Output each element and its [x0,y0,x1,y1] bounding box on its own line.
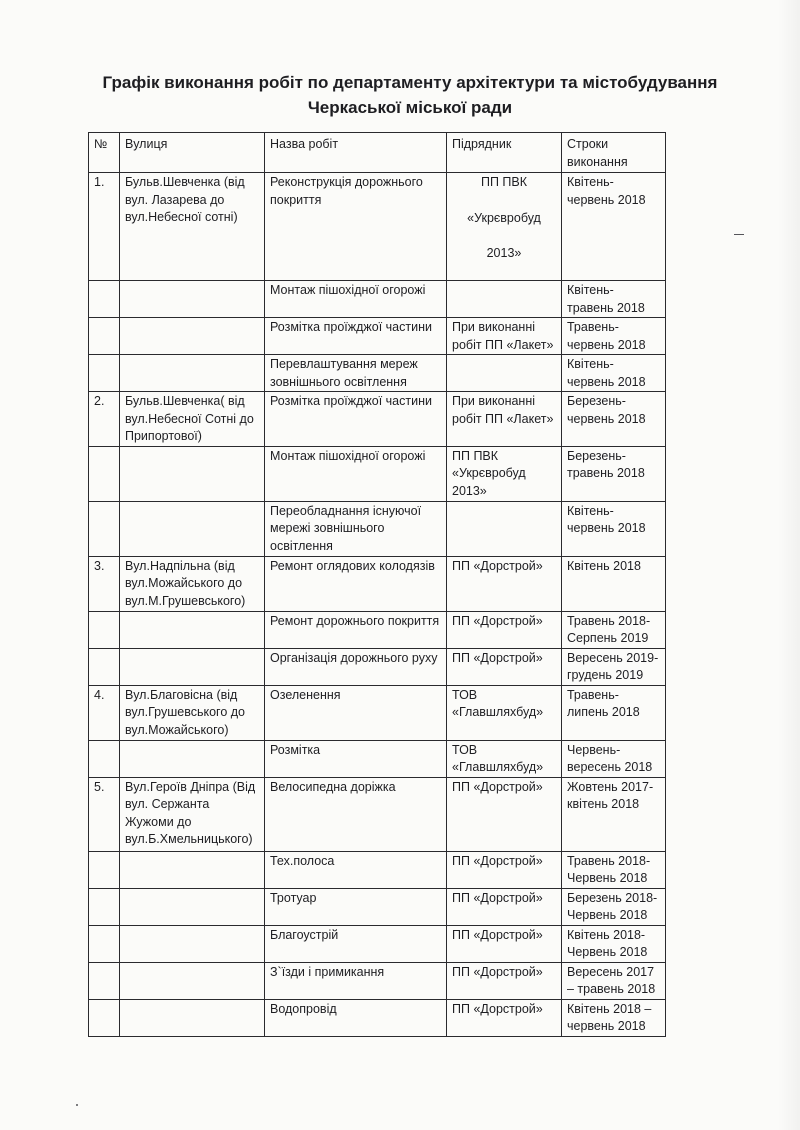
cell-num [89,501,120,556]
cell-street: Бульв.Шевченка( від вул.Небесної Сотні до Припортової) [120,392,265,447]
cell-street [120,446,265,501]
works-schedule-table [88,132,666,1037]
cell-street [120,888,265,925]
table-row [89,925,666,962]
cell-num: 1. [89,173,120,281]
cell-work: Реконструкція дорожнього покриття [265,173,447,281]
table-header-row [89,133,666,173]
table-row [89,685,666,740]
cell-work: Благоустрій [265,925,447,962]
cell-contractor: ПП «Дорстрой» [447,648,562,685]
table-row [89,173,666,281]
cell-term: Березень 2018-Червень 2018 [562,888,666,925]
cell-work: Ремонт дорожнього покриття [265,611,447,648]
table-row [89,611,666,648]
cell-street [120,925,265,962]
cell-work: Тех.полоса [265,851,447,888]
cell-term: Квітень 2018 [562,556,666,611]
cell-street: Вул.Благовісна (від вул.Грушевського до вул.Можайського) [120,685,265,740]
cell-term: Квітень-червень 2018 [562,173,666,281]
cell-work: Розмітка [265,740,447,777]
header-contractor: Підрядник [447,133,562,173]
table-row [89,740,666,777]
cell-num [89,999,120,1036]
cell-street [120,355,265,392]
cell-street [120,648,265,685]
cell-term: Квітень-травень 2018 [562,281,666,318]
table-row [89,501,666,556]
header-work: Назва робіт [265,133,447,173]
cell-num [89,888,120,925]
cell-term: Квітень-червень 2018 [562,355,666,392]
cell-num [89,648,120,685]
cell-contractor: ПП «Дорстрой» [447,851,562,888]
cell-term: Квітень 2018-Червень 2018 [562,925,666,962]
cell-contractor: ПП «Дорстрой» [447,556,562,611]
cell-num [89,281,120,318]
cell-contractor [447,173,562,281]
cell-term: Травень 2018-Червень 2018 [562,851,666,888]
table-row [89,851,666,888]
cell-work: Перевлаштування мереж зовнішнього освітлення [265,355,447,392]
cell-street [120,501,265,556]
cell-work: Тротуар [265,888,447,925]
cell-work: Організація дорожнього руху [265,648,447,685]
cell-term: Червень-вересень 2018 [562,740,666,777]
header-num: № [89,133,120,173]
cell-num [89,355,120,392]
table-row [89,318,666,355]
cell-term: Квітень-червень 2018 [562,501,666,556]
cell-num: 2. [89,392,120,447]
table-row [89,888,666,925]
table-row [89,446,666,501]
cell-street: Вул.Героїв Дніпра (Від вул. Сержанта Жужоми до вул.Б.Хмельницького) [120,777,265,851]
cell-street [120,281,265,318]
cell-contractor: ПП «Дорстрой» [447,962,562,999]
cell-term: Березень-травень 2018 [562,446,666,501]
cell-num: 4. [89,685,120,740]
cell-street [120,999,265,1036]
cell-term: Травень 2018-Серпень 2019 [562,611,666,648]
cell-work: Озеленення [265,685,447,740]
document-subtitle: Черкаської міської ради [307,98,513,117]
cell-term: Вересень 2017 – травень 2018 [562,962,666,999]
cell-street: Вул.Надпільна (від вул.Можайського до вул.М.Грушевського) [120,556,265,611]
table-row [89,281,666,318]
table-row [89,392,666,447]
cell-contractor: ПП ПВК «Укрєвробуд 2013» [447,446,562,501]
cell-term: Вересень 2019-грудень 2019 [562,648,666,685]
cell-num: 3. [89,556,120,611]
cell-street [120,611,265,648]
cell-street: Бульв.Шевченка (від вул. Лазарева до вул.Небесної сотні) [120,173,265,281]
cell-street [120,962,265,999]
cell-work: Переобладнання існуючої мережі зовнішнього освітлення [265,501,447,556]
cell-term: Травень-липень 2018 [562,685,666,740]
cell-contractor: ПП «Дорстрой» [447,999,562,1036]
scan-speck [734,234,744,235]
cell-work: Монтаж пішохідної огорожі [265,281,447,318]
cell-contractor: При виконанні робіт ПП «Лакет» [447,318,562,355]
cell-work: Велосипедна доріжка [265,777,447,851]
table-row [89,648,666,685]
table-row [89,777,666,851]
cell-num [89,962,120,999]
cell-contractor: ПП «Дорстрой» [447,777,562,851]
document-title: Графік виконання робіт по департаменту архітектури та містобудування [102,73,718,92]
header-street: Вулиця [120,133,265,173]
cell-num [89,446,120,501]
cell-work: Ремонт оглядових колодязів [265,556,447,611]
cell-contractor: ТОВ «Главшляхбуд» [447,740,562,777]
cell-work: З`їзди і примикання [265,962,447,999]
cell-num [89,740,120,777]
cell-street [120,740,265,777]
scan-speck [76,1104,78,1106]
cell-contractor [447,355,562,392]
cell-street [120,318,265,355]
cell-work: Розмітка проїжджої частини [265,392,447,447]
cell-contractor: ПП «Дорстрой» [447,925,562,962]
cell-term: Жовтень 2017-квітень 2018 [562,777,666,851]
cell-contractor: ТОВ «Главшляхбуд» [447,685,562,740]
cell-num [89,851,120,888]
contractor-line: «Укрєвробуд [467,210,541,225]
cell-contractor: При виконанні робіт ПП «Лакет» [447,392,562,447]
cell-work: Монтаж пішохідної огорожі [265,446,447,501]
table-row [89,355,666,392]
cell-num [89,318,120,355]
table-row [89,999,666,1036]
table-row [89,962,666,999]
cell-contractor [447,501,562,556]
cell-contractor: ПП «Дорстрой» [447,888,562,925]
cell-num [89,925,120,962]
cell-num [89,611,120,648]
contractor-line: 2013» [486,246,522,260]
header-term: Строки виконання [562,133,666,173]
contractor-line: ПП ПВК [480,175,528,189]
cell-work: Водопровід [265,999,447,1036]
cell-street [120,851,265,888]
cell-term: Квітень 2018 – червень 2018 [562,999,666,1036]
cell-contractor: ПП «Дорстрой» [447,611,562,648]
table-row [89,556,666,611]
cell-work: Розмітка проїжджої частини [265,318,447,355]
cell-num: 5. [89,777,120,851]
cell-term: Березень-червень 2018 [562,392,666,447]
cell-contractor [447,281,562,318]
cell-term: Травень-червень 2018 [562,318,666,355]
scan-edge-shadow [778,0,800,1130]
